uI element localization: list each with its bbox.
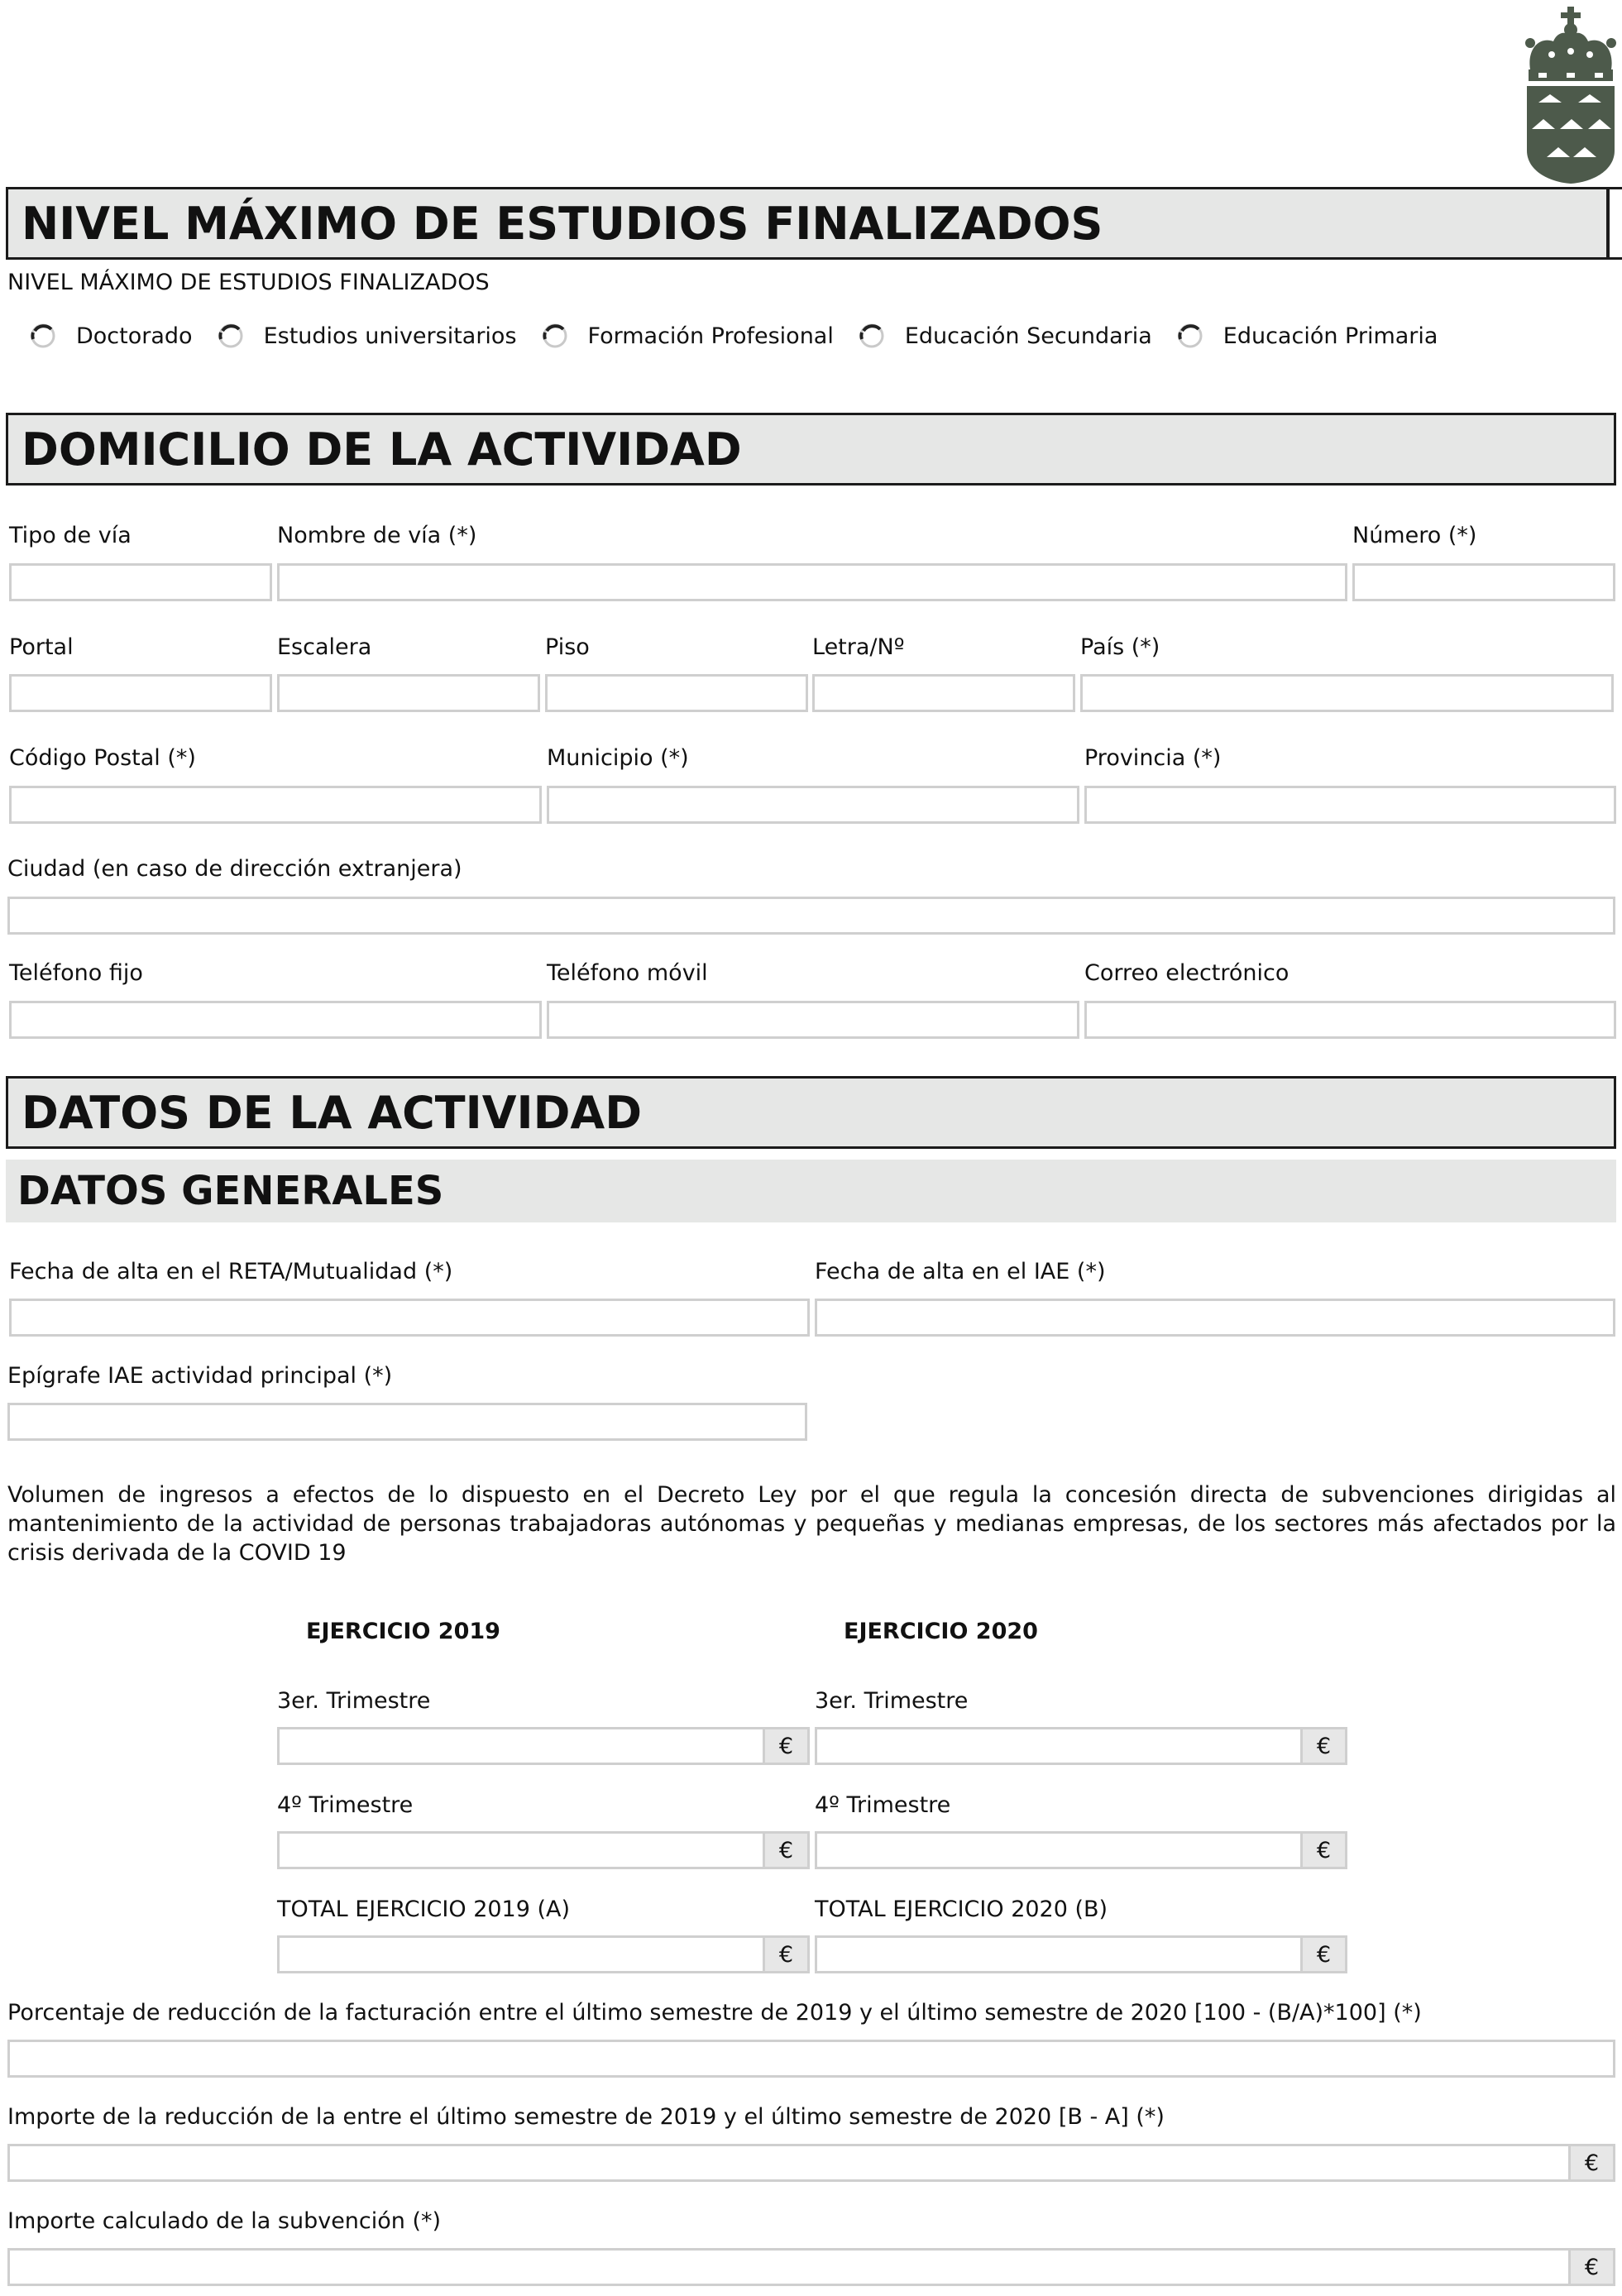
ejercicio-2020-heading: EJERCICIO 2020 [844,1619,1038,1644]
trim3-2020-input[interactable] [815,1727,1347,1765]
trim4-2020-input[interactable] [815,1831,1347,1869]
radio-unchecked-icon [859,323,885,349]
radio-label: Formación Profesional [587,323,834,349]
pais-label: País (*) [1080,634,1160,660]
radio-option-formacion-profesional[interactable] [542,323,834,349]
ejercicio-2019-heading: EJERCICIO 2019 [306,1619,500,1644]
numero-input[interactable] [1352,563,1615,601]
portal-input[interactable] [9,674,272,712]
section-header-actividad: DATOS DE LA ACTIVIDAD [6,1076,1616,1149]
provincia-label: Provincia (*) [1084,745,1222,771]
euro-addon: € [1568,2146,1613,2179]
telefono-fijo-label: Teléfono fijo [9,960,143,986]
radio-label: Estudios universitarios [263,323,517,349]
radio-unchecked-icon [542,323,568,349]
trim3-2020-label: 3er. Trimestre [815,1688,969,1714]
fecha-iae-label: Fecha de alta en el IAE (*) [815,1259,1106,1284]
radio-unchecked-icon [1177,323,1203,349]
volumen-ingresos-text: Volumen de ingresos a efectos de lo dispuesto en el Decreto Ley por el que regula la concesión directa de subvenciones dirigidas al mantenimiento de la actividad de personas trabajadoras autónomas y pequeñas y medianas empresas, de los sectores más afectados por la crisis derivada de la COVID 19 [7,1482,1616,1566]
radio-unchecked-icon [218,323,244,349]
ciudad-input[interactable] [7,897,1615,935]
pais-input[interactable] [1080,674,1614,712]
municipio-input[interactable] [547,786,1079,824]
euro-addon: € [763,1938,807,1971]
radio-option-secundaria[interactable] [859,323,1152,349]
correo-label: Correo electrónico [1084,960,1289,986]
provincia-input[interactable] [1084,786,1616,824]
euro-addon: € [763,1729,807,1763]
trim4-2020-label: 4º Trimestre [815,1792,951,1818]
letra-label: Letra/Nº [812,634,905,660]
coat-of-arms-icon [1524,5,1618,185]
total-2020-input[interactable] [815,1935,1347,1973]
numero-label: Número (*) [1352,523,1477,548]
epigrafe-label: Epígrafe IAE actividad principal (*) [7,1363,393,1389]
municipio-label: Municipio (*) [547,745,689,771]
radio-unchecked-icon [30,323,56,349]
escalera-input[interactable] [277,674,540,712]
header-edge [1607,187,1622,260]
total-2020-label: TOTAL EJERCICIO 2020 (B) [815,1897,1108,1922]
radio-option-doctorado[interactable] [30,323,193,349]
piso-label: Piso [545,634,590,660]
trim4-2019-input[interactable] [277,1831,810,1869]
euro-addon: € [1300,1938,1345,1971]
tipo-via-input[interactable] [9,563,272,601]
trim4-2019-label: 4º Trimestre [277,1792,414,1818]
section-header-nivel: NIVEL MÁXIMO DE ESTUDIOS FINALIZADOS [6,187,1609,260]
ciudad-label: Ciudad (en caso de dirección extranjera) [7,856,462,882]
radio-label: Educación Primaria [1222,323,1438,349]
importe-reduccion-input[interactable] [7,2144,1615,2182]
correo-input[interactable] [1084,1001,1616,1039]
trim3-2019-label: 3er. Trimestre [277,1688,431,1714]
letra-input[interactable] [812,674,1075,712]
importe-subvencion-label: Importe calculado de la subvención (*) [7,2208,442,2234]
nombre-via-input[interactable] [277,563,1347,601]
importe-subvencion-input[interactable] [7,2248,1615,2286]
subsection-header-datos-generales: DATOS GENERALES [6,1160,1616,1222]
nivel-label: NIVEL MÁXIMO DE ESTUDIOS FINALIZADOS [7,270,490,295]
nombre-via-label: Nombre de vía (*) [277,523,477,548]
section-header-domicilio: DOMICILIO DE LA ACTIVIDAD [6,413,1616,486]
escalera-label: Escalera [277,634,372,660]
radio-option-universitarios[interactable] [218,323,517,349]
fecha-reta-label: Fecha de alta en el RETA/Mutualidad (*) [9,1259,453,1284]
fecha-reta-input[interactable] [9,1299,810,1337]
nivel-radio-group [30,323,1462,349]
telefono-movil-input[interactable] [547,1001,1079,1039]
tipo-via-label: Tipo de vía [9,523,132,548]
total-2019-label: TOTAL EJERCICIO 2019 (A) [277,1897,571,1922]
piso-input[interactable] [545,674,808,712]
codigo-postal-input[interactable] [9,786,542,824]
telefono-movil-label: Teléfono móvil [547,960,708,986]
total-2019-input[interactable] [277,1935,810,1973]
euro-addon: € [1300,1729,1345,1763]
euro-addon: € [1300,1834,1345,1867]
fecha-iae-input[interactable] [815,1299,1615,1337]
radio-option-primaria[interactable] [1177,323,1438,349]
telefono-fijo-input[interactable] [9,1001,542,1039]
euro-addon: € [763,1834,807,1867]
porcentaje-input[interactable] [7,2040,1615,2078]
porcentaje-label: Porcentaje de reducción de la facturación entre el último semestre de 2019 y el último semestre de 2020 [100 - (B/A)*100] (*) [7,2000,1422,2026]
epigrafe-input[interactable] [7,1403,807,1441]
euro-addon: € [1568,2251,1613,2284]
radio-label: Doctorado [76,323,193,349]
radio-label: Educación Secundaria [904,323,1152,349]
codigo-postal-label: Código Postal (*) [9,745,196,771]
portal-label: Portal [9,634,74,660]
importe-reduccion-label: Importe de la reducción de la entre el último semestre de 2019 y el último semestre de 2020 [B - A] (*) [7,2104,1165,2130]
trim3-2019-input[interactable] [277,1727,810,1765]
